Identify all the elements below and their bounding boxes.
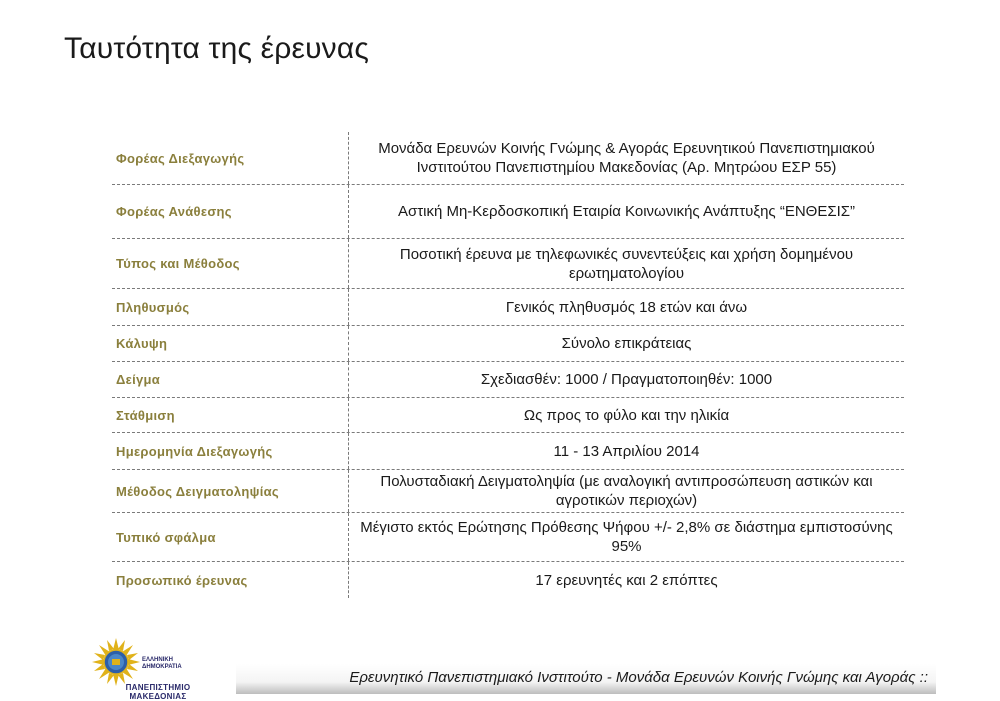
university-logo: [86, 636, 216, 701]
row-value: Σύνολο επικράτειας: [348, 326, 904, 361]
row-label: Κάλυψη: [116, 336, 168, 351]
row-value: Γενικός πληθυσμός 18 ετών και άνω: [348, 289, 904, 325]
logo-caption-small: ΕΛΛΗΝΙΚΗ ΔΗΜΟΚΡΑΤΙΑ: [142, 657, 182, 670]
row-label: Μέθοδος Δειγματοληψίας: [116, 483, 279, 499]
table-row: [112, 470, 904, 513]
table-row: [112, 239, 904, 289]
table-row: [112, 433, 904, 470]
row-label: Ημερομηνία Διεξαγωγής: [116, 443, 273, 459]
row-label: Στάθμιση: [116, 407, 175, 423]
table-row: [112, 326, 904, 362]
row-value: Ποσοτική έρευνα με τηλεφωνικές συνεντεύξεις και χρήση δομημένου ερωτηματολογίου: [348, 239, 904, 288]
row-value: 17 ερευνητές και 2 επόπτες: [348, 562, 904, 598]
row-value: 11 - 13 Απριλίου 2014: [348, 433, 904, 469]
row-value: Μέγιστο εκτός Ερώτησης Πρόθεσης Ψήφου +/- 2,8% σε διάστημα εμπιστοσύνης 95%: [348, 513, 904, 561]
table-row: [112, 362, 904, 398]
row-label: Δείγμα: [116, 372, 161, 387]
footer-bar: [236, 664, 936, 694]
logo-university-name: ΠΑΝΕΠΙΣΤΗΜΙΟ ΜΑΚΕΔΟΝΙΑΣ: [125, 683, 191, 701]
row-label: Τυπικό σφάλμα: [116, 529, 216, 545]
table-row: [112, 185, 904, 239]
table-row: [112, 398, 904, 433]
row-label: Προσωπικό έρευνας: [116, 572, 248, 588]
table-row: [112, 132, 904, 185]
footer-text: Ερευνητικό Πανεπιστημιακό Ινστιτούτο - Μονάδα Ερευνών Κοινής Γνώμης και Αγοράς ::: [349, 669, 928, 686]
row-value: Αστική Μη-Κερδοσκοπική Εταιρία Κοινωνικής Ανάπτυξης “ΕΝΘΕΣΙΣ”: [348, 185, 904, 238]
page-title: Ταυτότητα της έρευνας: [64, 32, 370, 65]
table-row: [112, 562, 904, 598]
row-label: Τύπος και Μέθοδος: [116, 256, 240, 271]
university-emblem-icon: [86, 636, 146, 686]
row-label: Πληθυσμός: [116, 299, 190, 315]
row-value: Μονάδα Ερευνών Κοινής Γνώμης & Αγοράς Ερευνητικού Πανεπιστημιακού Ινστιτούτου Πανεπιστημίου Μακεδονίας (Αρ. Μητρώου ΕΣΡ 55): [348, 132, 904, 184]
table-row: [112, 289, 904, 326]
row-value: Ως προς το φύλο και την ηλικία: [348, 398, 904, 432]
row-value: Σχεδιασθέν: 1000 / Πραγματοποιηθέν: 1000: [348, 362, 904, 397]
row-value: Πολυσταδιακή Δειγματοληψία (με αναλογική αντιπροσώπευση αστικών και αγροτικών περιοχών): [348, 470, 904, 512]
survey-info-table: [112, 132, 904, 598]
row-label: Φορέας Ανάθεσης: [116, 204, 232, 219]
row-label: Φορέας Διεξαγωγής: [116, 150, 245, 166]
table-row: [112, 513, 904, 562]
